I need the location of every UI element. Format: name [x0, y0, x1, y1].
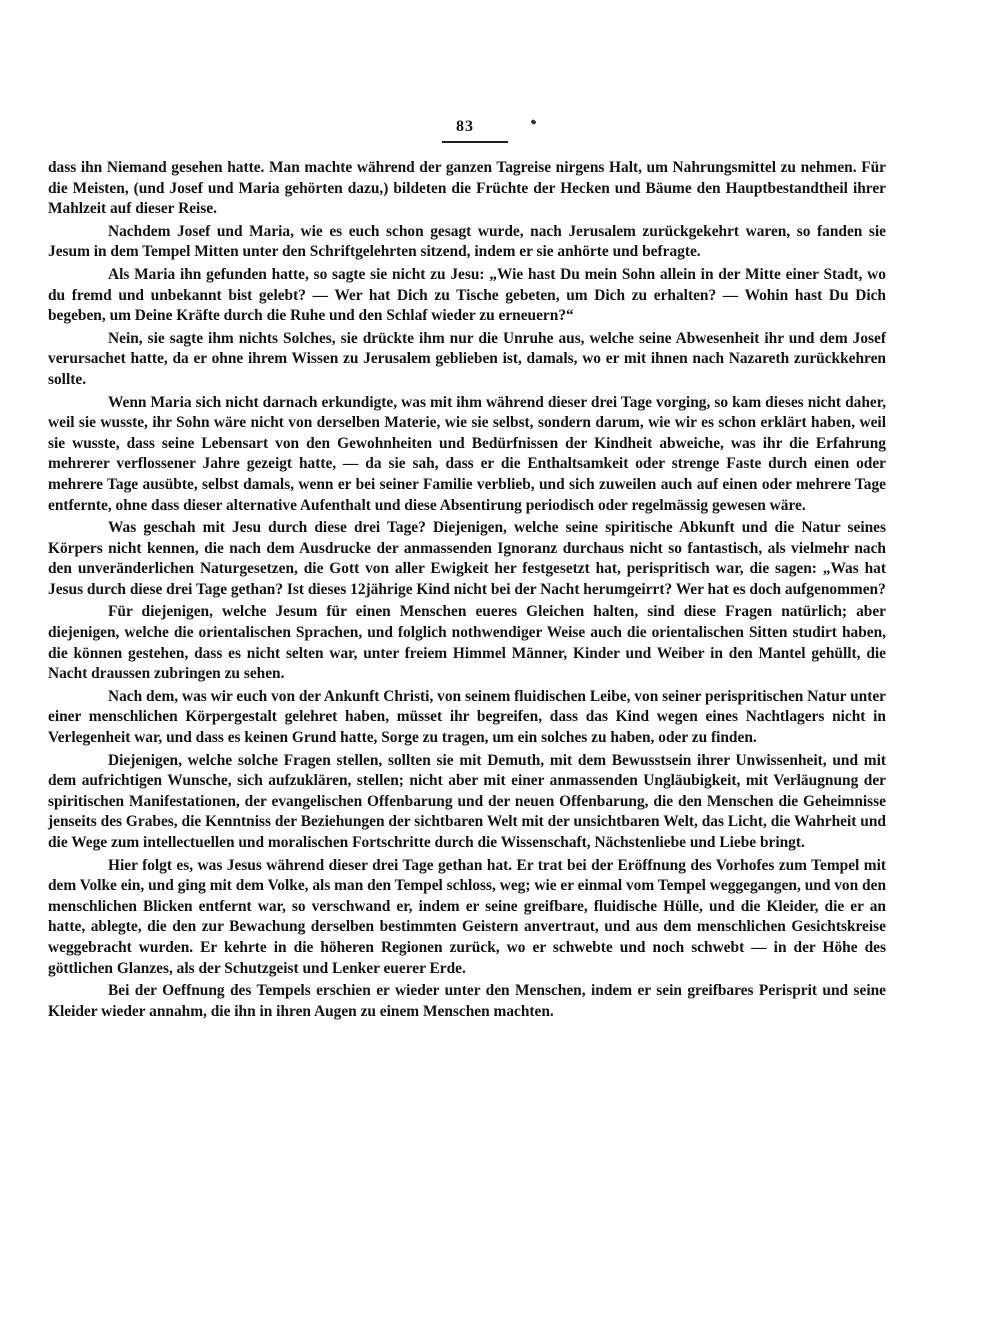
paragraph-8: Nach dem, was wir euch von der Ankunft Christi, von seinem fluidischen Leibe, von seiner perispritischen Natur unter einer menschlichen Körpergestalt gelehret haben, müsset ihr begreifen, dass das Kind wegen eines Nachtlagers nicht in Verlegenheit war, und dass es keinen Grund hatte, Sorge zu tragen, um ein solches zu haben, oder zu finden.	[48, 687, 886, 747]
paragraph-6: Was geschah mit Jesu durch diese drei Tage? Diejenigen, welche seine spiritische Abkunft und die Natur seines Körpers nicht kennen, die nach dem Ausdrucke der anmassenden Ignoranz durchaus nicht so fantastisch, als vielmehr nach den unveränderlichen Naturgesetzen, die Gott von aller Ewigkeit her festgesetzt hat, perispritisch war, die sagen: „Was hat Jesus durch diese drei Tage gethan? Ist dieses 12jährige Kind nicht bei der Nacht herumgeirrt? Wer hat es doch aufgenommen?	[48, 519, 886, 598]
paragraph-1: dass ihn Niemand gesehen hatte. Man machte während der ganzen Tagreise nirgens Halt, um Nahrungsmittel zu nehmen. Für die Meisten, (und Josef und Maria gehörten dazu,) bildeten die Früchte der Hecken und Bäume den Hauptbestandtheil ihrer Mahlzeit auf dieser Reise.	[48, 159, 886, 218]
paragraph-5: Wenn Maria sich nicht darnach erkundigte, was mit ihm während dieser drei Tage vorging, so kam dieses nicht daher, weil sie wusste, ihr Sohn wäre nicht von derselben Materie, wie sie selbst, sondern darum, wie wir es schon erklärt haben, weil sie wusste, dass seine Lebensart von den Gewohnheiten und Bedürfnissen der Kindheit abweiche, was ihr die Erfahrung mehrerer verflossener Jahre gezeigt hatte, — da sie sah, dass er die Enthaltsamkeit oder strenge Faste durch einen oder mehrere Tage ausübte, selbst damals, wenn er bei seiner Familie verblieb, und sich zuweilen auch auf einen oder mehrere Tage entfernte, ohne dass dieser alternative Aufenthalt und diese Absentirung periodisch oder regelmässig gewesen wäre.	[48, 393, 886, 514]
paragraph-2: Nachdem Josef und Maria, wie es euch schon gesagt wurde, nach Jerusalem zurückgekehrt waren, so fanden sie Jesum in dem Tempel Mitten unter den Schriftgelehrten sitzend, indem er sie anhörte und befragte.	[48, 222, 886, 261]
page-number: 83	[456, 118, 474, 135]
page-number-rule	[442, 141, 508, 143]
page-header	[0, 118, 1000, 148]
paragraph-4: Nein, sie sagte ihm nichts Solches, sie drückte ihm nur die Unruhe aus, welche seine Abwesenheit ihr und dem Josef verursachet hatte, da er ohne ihrem Wissen zu Jerusalem geblieben ist, damals, wo er mit ihnen nach Nazareth zurückkehren sollte.	[48, 329, 886, 388]
paragraph-3: Als Maria ihn gefunden hatte, so sagte sie nicht zu Jesu: „Wie hast Du mein Sohn allein in der Mitte einer Stadt, wo du fremd und unbekannt bist gelebt? — Wer hat Dich zu Tische gebeten, um Dich zu erhalten? — Wohin hast Du Dich begeben, um Deine Kräfte durch die Ruhe und den Schlaf wieder zu erneuern?“	[48, 265, 886, 325]
print-speck	[530, 119, 536, 125]
paragraph-7: Für diejenigen, welche Jesum für einen Menschen eueres Gleichen halten, sind diese Fragen natürlich; aber diejenigen, welche die orientalischen Sprachen, und folglich nothwendiger Weise auch die orientalischen Sitten studirt haben, die können gestehen, dass es nicht selten war, unter freiem Himmel Männer, Kinder und Weiber in den Mantel gehüllt, die Nacht draussen zubringen zu sehen.	[48, 603, 886, 683]
body-text	[48, 158, 886, 1024]
paragraph-10: Hier folgt es, was Jesus während dieser drei Tage gethan hat. Er trat bei der Eröffnung des Vorhofes zum Tempel mit dem Volke ein, und ging mit dem Volke, als man den Tempel schloss, weg; wie er einmal vom Tempel weggegangen, und von den menschlichen Blicken entfernt war, so verschwand er, indem er seine greifbare, fluidische Hülle, und die Kleider, die er an hatte, ablegte, die den zur Bewachung derselben bestimmten Geistern anvertraut, und aus dem menschlichen Gesichtskreise weggebracht wurden. Er kehrte in die höheren Regionen zurück, wo er schwebte und noch schwebt — in der Höhe des göttlichen Glanzes, als der Schutzgeist und Lenker euerer Erde.	[48, 856, 886, 977]
paragraph-11: Bei der Oeffnung des Tempels erschien er wieder unter den Menschen, indem er sein greifbares Perisprit und seine Kleider wieder annahm, die ihn in ihren Augen zu einem Menschen machten.	[48, 982, 886, 1020]
paragraph-9: Diejenigen, welche solche Fragen stellen, sollten sie mit Demuth, mit dem Bewusstsein ihrer Unwissenheit, und mit dem aufrichtigen Wunsche, sich aufzuklären, stellen; nicht aber mit einer anmassenden Ungläubigkeit, mit Verläugnung der spiritischen Manifestationen, der evangelischen Offenbarung und der neuen Offenbarung, die den Menschen die Geheimnisse jenseits des Grabes, die Kenntniss der Beziehungen der sichtbaren Welt mit der unsichtbaren Welt, das Licht, die Wahrheit und die Wege zum intellectuellen und moralischen Fortschritte durch die Wissenschaft, Nächstenliebe und Liebe bringt.	[48, 751, 886, 851]
